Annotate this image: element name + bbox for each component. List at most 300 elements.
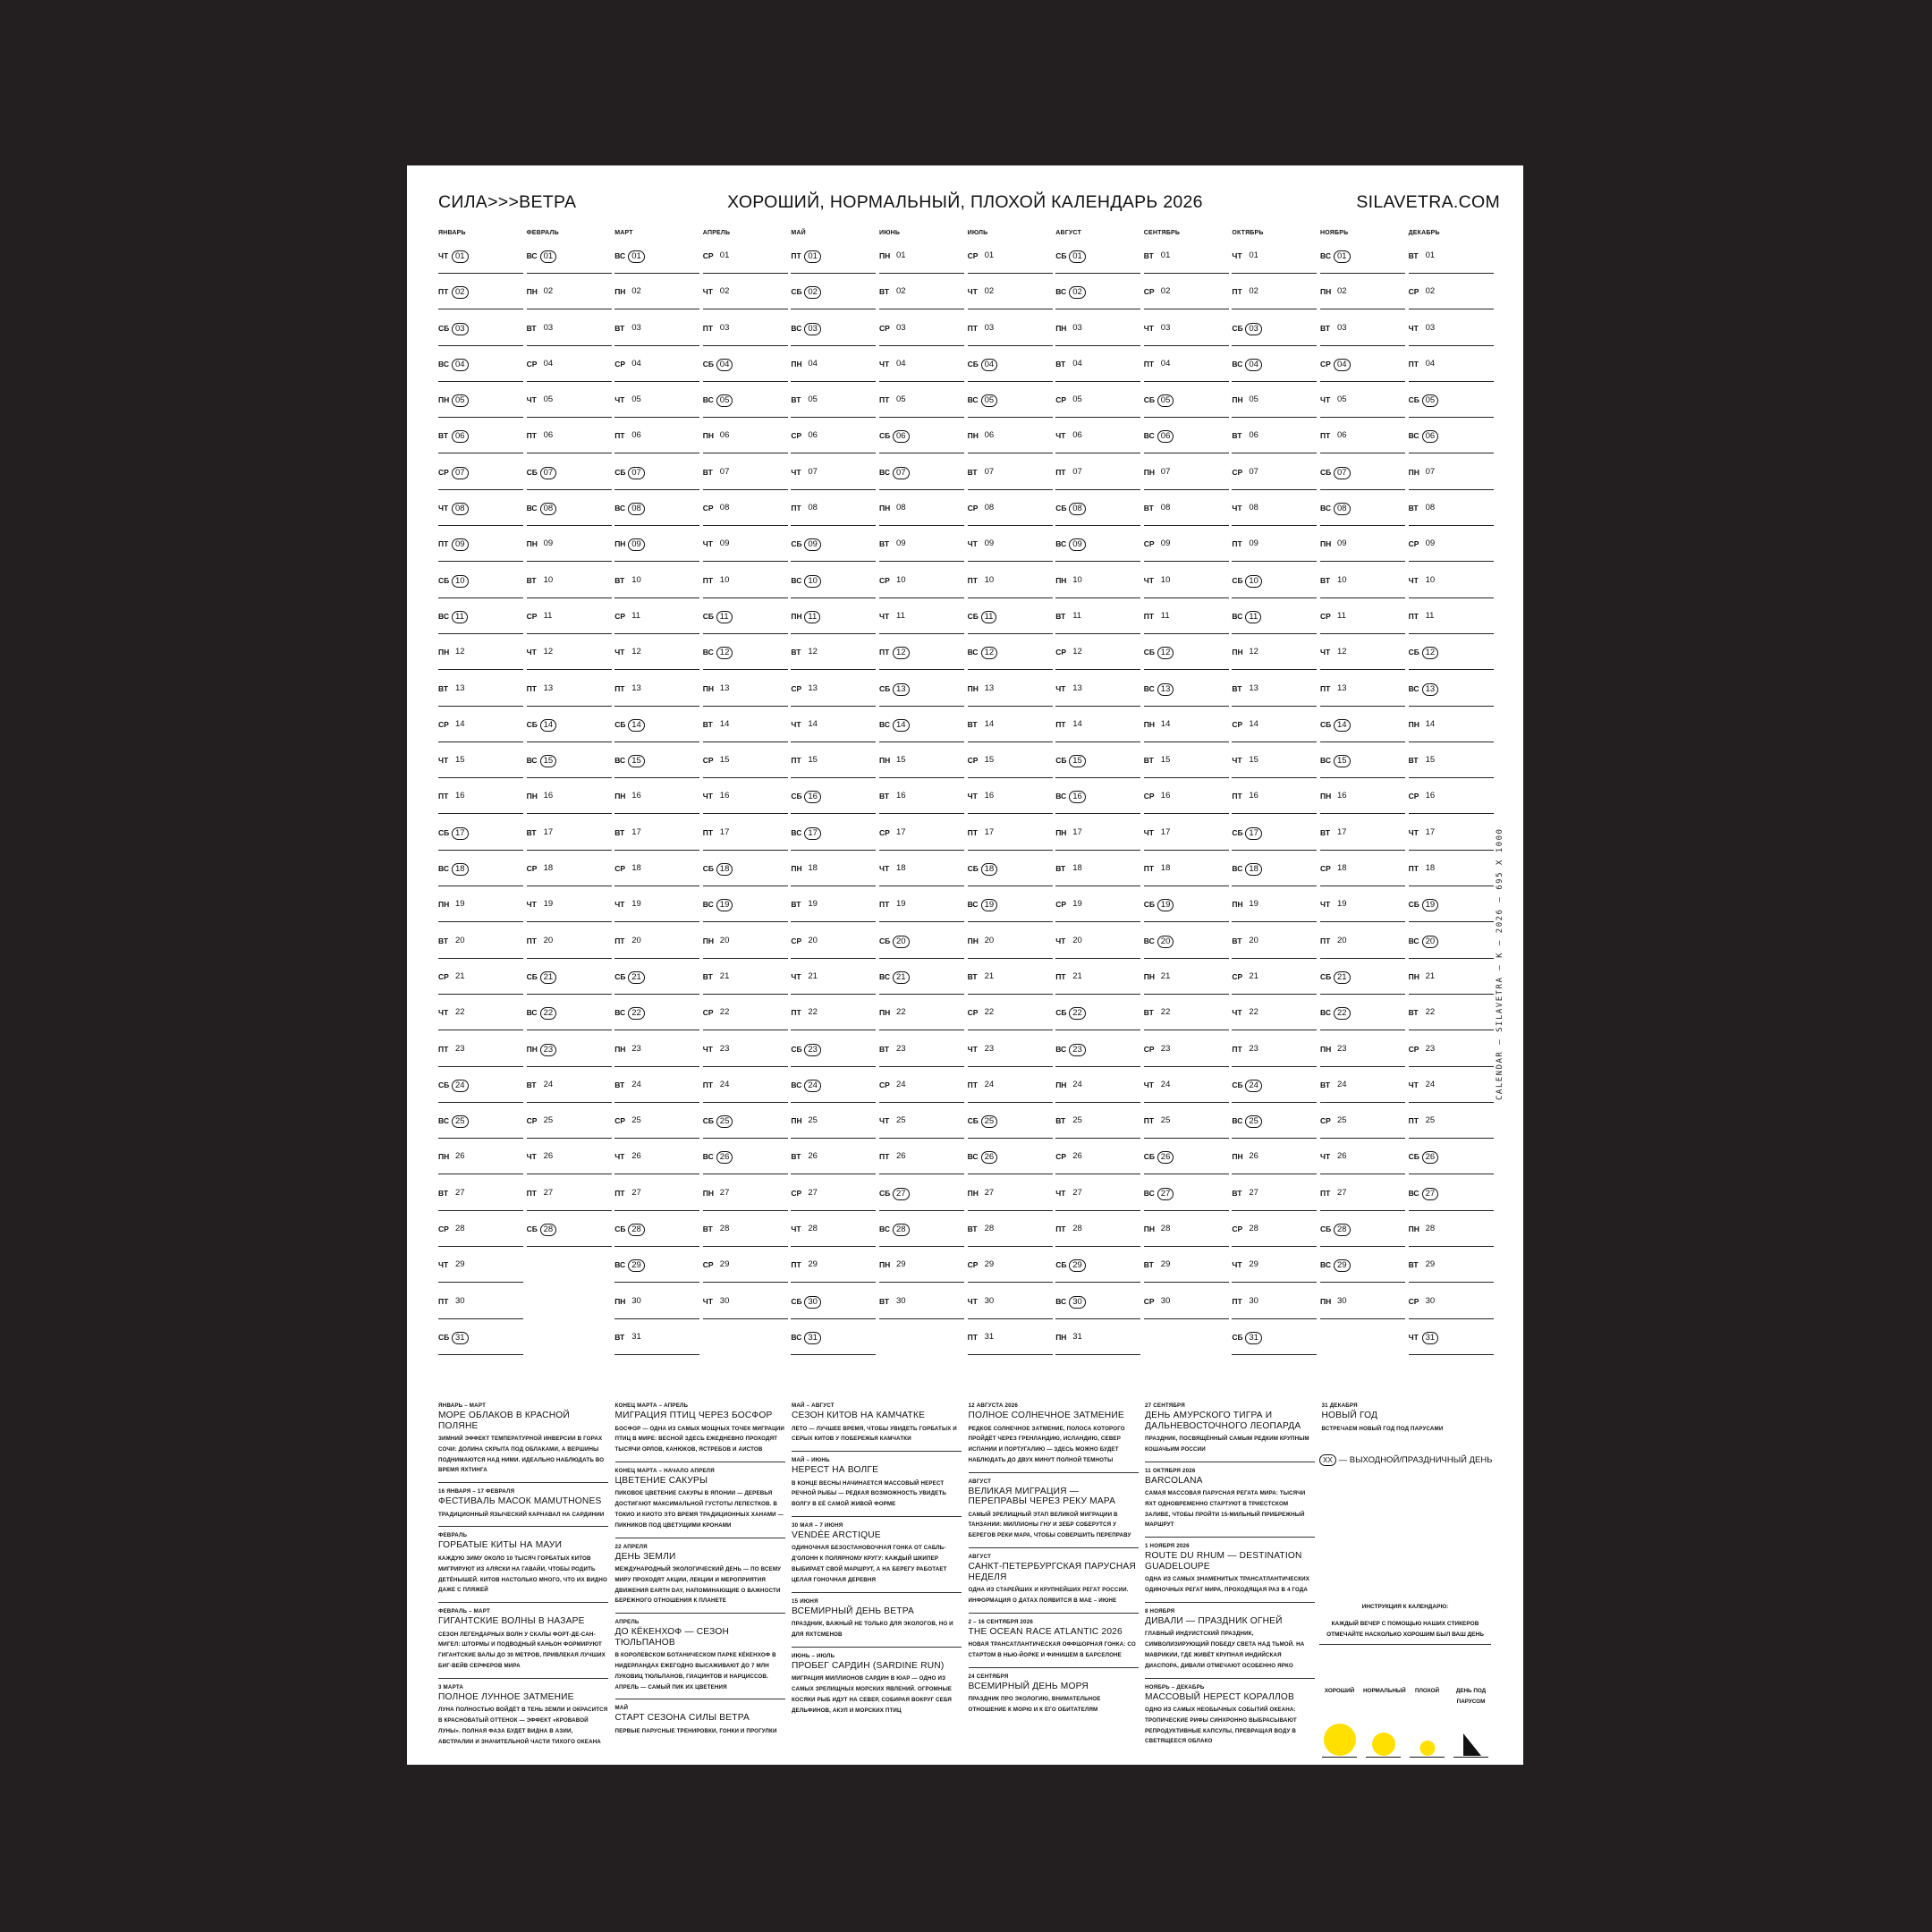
day-cell[interactable] [791, 786, 876, 822]
day-cell[interactable] [703, 426, 788, 462]
day-cell[interactable] [791, 390, 876, 426]
day-cell[interactable] [438, 534, 523, 570]
day-cell[interactable] [703, 859, 788, 894]
day-cell[interactable] [527, 1147, 612, 1182]
day-cell[interactable] [527, 967, 612, 1003]
day-cell[interactable] [438, 1183, 523, 1219]
day-cell[interactable] [527, 642, 612, 678]
day-cell[interactable] [614, 1003, 699, 1038]
day-cell[interactable] [1055, 931, 1140, 967]
day-cell[interactable] [1320, 246, 1405, 282]
day-cell[interactable] [703, 1003, 788, 1038]
day-cell[interactable] [1320, 571, 1405, 606]
day-cell[interactable] [1232, 859, 1317, 894]
day-cell[interactable] [1055, 534, 1140, 570]
day-cell[interactable] [614, 534, 699, 570]
day-cell[interactable] [1409, 679, 1494, 715]
day-cell[interactable] [1144, 1219, 1229, 1255]
day-cell[interactable] [968, 1147, 1053, 1182]
day-cell[interactable] [791, 534, 876, 570]
site-url[interactable]: SILAVETRA.COM [1356, 192, 1500, 212]
day-cell[interactable] [1320, 1219, 1405, 1255]
day-cell[interactable] [527, 571, 612, 606]
day-cell[interactable] [1055, 426, 1140, 462]
day-cell[interactable] [1232, 1327, 1317, 1363]
day-cell[interactable] [1055, 1219, 1140, 1255]
day-cell[interactable] [1144, 571, 1229, 606]
day-cell[interactable] [879, 354, 964, 390]
day-cell[interactable] [614, 246, 699, 282]
day-cell[interactable] [1409, 606, 1494, 642]
day-cell[interactable] [527, 823, 612, 859]
day-cell[interactable] [879, 1292, 964, 1327]
day-cell[interactable] [438, 571, 523, 606]
day-cell[interactable] [791, 354, 876, 390]
day-cell[interactable] [1144, 823, 1229, 859]
day-cell[interactable] [791, 426, 876, 462]
day-cell[interactable] [791, 462, 876, 498]
day-cell[interactable] [1232, 318, 1317, 354]
day-cell[interactable] [1144, 1039, 1229, 1075]
day-cell[interactable] [1232, 571, 1317, 606]
day-cell[interactable] [1144, 1147, 1229, 1182]
day-cell[interactable] [1055, 1327, 1140, 1363]
day-cell[interactable] [879, 1183, 964, 1219]
day-cell[interactable] [968, 534, 1053, 570]
day-cell[interactable] [968, 390, 1053, 426]
day-cell[interactable] [1055, 715, 1140, 750]
day-cell[interactable] [1232, 1075, 1317, 1111]
day-cell[interactable] [1320, 1183, 1405, 1219]
day-cell[interactable] [438, 246, 523, 282]
day-cell[interactable] [968, 1003, 1053, 1038]
day-cell[interactable] [1144, 967, 1229, 1003]
day-cell[interactable] [879, 642, 964, 678]
day-cell[interactable] [1409, 498, 1494, 534]
day-cell[interactable] [1320, 1111, 1405, 1147]
day-cell[interactable] [1409, 462, 1494, 498]
day-cell[interactable] [527, 1219, 612, 1255]
day-cell[interactable] [1232, 1183, 1317, 1219]
day-cell[interactable] [1320, 1039, 1405, 1075]
day-cell[interactable] [879, 1111, 964, 1147]
day-cell[interactable] [1055, 318, 1140, 354]
day-cell[interactable] [968, 571, 1053, 606]
day-cell[interactable] [438, 750, 523, 786]
day-cell[interactable] [1409, 859, 1494, 894]
day-cell[interactable] [703, 390, 788, 426]
day-cell[interactable] [438, 786, 523, 822]
day-cell[interactable] [438, 1039, 523, 1075]
day-cell[interactable] [614, 894, 699, 930]
day-cell[interactable] [614, 1219, 699, 1255]
day-cell[interactable] [1055, 462, 1140, 498]
day-cell[interactable] [1055, 967, 1140, 1003]
day-cell[interactable] [879, 894, 964, 930]
day-cell[interactable] [791, 750, 876, 786]
day-cell[interactable] [1409, 1292, 1494, 1327]
day-cell[interactable] [968, 1183, 1053, 1219]
day-cell[interactable] [879, 1003, 964, 1038]
day-cell[interactable] [438, 1111, 523, 1147]
day-cell[interactable] [614, 1183, 699, 1219]
day-cell[interactable] [614, 750, 699, 786]
day-cell[interactable] [879, 606, 964, 642]
day-cell[interactable] [1055, 786, 1140, 822]
day-cell[interactable] [438, 1147, 523, 1182]
day-cell[interactable] [703, 750, 788, 786]
day-cell[interactable] [527, 246, 612, 282]
day-cell[interactable] [527, 894, 612, 930]
day-cell[interactable] [1409, 1219, 1494, 1255]
day-cell[interactable] [879, 426, 964, 462]
day-cell[interactable] [791, 1183, 876, 1219]
day-cell[interactable] [527, 606, 612, 642]
day-cell[interactable] [1055, 1003, 1140, 1038]
day-cell[interactable] [703, 1111, 788, 1147]
day-cell[interactable] [968, 1111, 1053, 1147]
day-cell[interactable] [791, 318, 876, 354]
day-cell[interactable] [879, 282, 964, 318]
day-cell[interactable] [968, 859, 1053, 894]
day-cell[interactable] [968, 462, 1053, 498]
day-cell[interactable] [527, 1003, 612, 1038]
day-cell[interactable] [968, 786, 1053, 822]
day-cell[interactable] [791, 1327, 876, 1363]
day-cell[interactable] [527, 1039, 612, 1075]
day-cell[interactable] [791, 1075, 876, 1111]
day-cell[interactable] [527, 859, 612, 894]
day-cell[interactable] [1232, 642, 1317, 678]
day-cell[interactable] [1232, 786, 1317, 822]
day-cell[interactable] [791, 715, 876, 750]
day-cell[interactable] [791, 282, 876, 318]
day-cell[interactable] [614, 642, 699, 678]
day-cell[interactable] [879, 786, 964, 822]
day-cell[interactable] [1232, 1111, 1317, 1147]
day-cell[interactable] [438, 1219, 523, 1255]
day-cell[interactable] [968, 931, 1053, 967]
day-cell[interactable] [1232, 426, 1317, 462]
day-cell[interactable] [879, 246, 964, 282]
day-cell[interactable] [1409, 390, 1494, 426]
day-cell[interactable] [1320, 606, 1405, 642]
day-cell[interactable] [1409, 1111, 1494, 1147]
day-cell[interactable] [527, 498, 612, 534]
day-cell[interactable] [791, 894, 876, 930]
day-cell[interactable] [1055, 246, 1140, 282]
day-cell[interactable] [614, 1147, 699, 1182]
day-cell[interactable] [1320, 282, 1405, 318]
day-cell[interactable] [1055, 1147, 1140, 1182]
day-cell[interactable] [1232, 1147, 1317, 1182]
day-cell[interactable] [438, 859, 523, 894]
day-cell[interactable] [438, 354, 523, 390]
day-cell[interactable] [1409, 534, 1494, 570]
day-cell[interactable] [438, 1003, 523, 1038]
day-cell[interactable] [1144, 786, 1229, 822]
day-cell[interactable] [1055, 1292, 1140, 1327]
day-cell[interactable] [1320, 715, 1405, 750]
day-cell[interactable] [791, 679, 876, 715]
day-cell[interactable] [527, 750, 612, 786]
day-cell[interactable] [1055, 390, 1140, 426]
day-cell[interactable] [703, 318, 788, 354]
day-cell[interactable] [1055, 354, 1140, 390]
day-cell[interactable] [1144, 246, 1229, 282]
day-cell[interactable] [614, 823, 699, 859]
day-cell[interactable] [614, 859, 699, 894]
day-cell[interactable] [1320, 426, 1405, 462]
day-cell[interactable] [791, 642, 876, 678]
day-cell[interactable] [438, 1327, 523, 1363]
day-cell[interactable] [438, 606, 523, 642]
day-cell[interactable] [527, 715, 612, 750]
day-cell[interactable] [1409, 823, 1494, 859]
day-cell[interactable] [614, 498, 699, 534]
day-cell[interactable] [703, 642, 788, 678]
day-cell[interactable] [791, 1292, 876, 1327]
day-cell[interactable] [1055, 282, 1140, 318]
day-cell[interactable] [1232, 390, 1317, 426]
day-cell[interactable] [1409, 1147, 1494, 1182]
day-cell[interactable] [791, 931, 876, 967]
day-cell[interactable] [1320, 679, 1405, 715]
day-cell[interactable] [968, 715, 1053, 750]
day-cell[interactable] [968, 426, 1053, 462]
day-cell[interactable] [438, 823, 523, 859]
day-cell[interactable] [1320, 1003, 1405, 1038]
day-cell[interactable] [438, 462, 523, 498]
day-cell[interactable] [968, 679, 1053, 715]
day-cell[interactable] [1144, 1292, 1229, 1327]
day-cell[interactable] [1232, 606, 1317, 642]
day-cell[interactable] [1409, 1039, 1494, 1075]
day-cell[interactable] [438, 715, 523, 750]
day-cell[interactable] [1320, 859, 1405, 894]
day-cell[interactable] [968, 606, 1053, 642]
day-cell[interactable] [1055, 750, 1140, 786]
day-cell[interactable] [1232, 246, 1317, 282]
day-cell[interactable] [614, 462, 699, 498]
day-cell[interactable] [1232, 1219, 1317, 1255]
day-cell[interactable] [527, 1111, 612, 1147]
day-cell[interactable] [614, 1255, 699, 1291]
day-cell[interactable] [438, 1075, 523, 1111]
day-cell[interactable] [968, 967, 1053, 1003]
day-cell[interactable] [527, 1075, 612, 1111]
day-cell[interactable] [1409, 750, 1494, 786]
day-cell[interactable] [1320, 1255, 1405, 1291]
day-cell[interactable] [1232, 1292, 1317, 1327]
day-cell[interactable] [1055, 1255, 1140, 1291]
day-cell[interactable] [968, 823, 1053, 859]
day-cell[interactable] [703, 246, 788, 282]
day-cell[interactable] [1144, 318, 1229, 354]
day-cell[interactable] [1055, 642, 1140, 678]
day-cell[interactable] [968, 1039, 1053, 1075]
day-cell[interactable] [1320, 462, 1405, 498]
day-cell[interactable] [1320, 894, 1405, 930]
day-cell[interactable] [1144, 679, 1229, 715]
day-cell[interactable] [968, 642, 1053, 678]
day-cell[interactable] [1055, 1075, 1140, 1111]
day-cell[interactable] [614, 1111, 699, 1147]
day-cell[interactable] [703, 462, 788, 498]
day-cell[interactable] [1232, 823, 1317, 859]
day-cell[interactable] [703, 1292, 788, 1327]
day-cell[interactable] [703, 1039, 788, 1075]
day-cell[interactable] [703, 534, 788, 570]
day-cell[interactable] [527, 318, 612, 354]
day-cell[interactable] [1144, 750, 1229, 786]
day-cell[interactable] [879, 390, 964, 426]
day-cell[interactable] [614, 426, 699, 462]
day-cell[interactable] [703, 1075, 788, 1111]
day-cell[interactable] [1320, 1292, 1405, 1327]
day-cell[interactable] [1320, 390, 1405, 426]
day-cell[interactable] [438, 282, 523, 318]
day-cell[interactable] [1320, 931, 1405, 967]
day-cell[interactable] [527, 462, 612, 498]
day-cell[interactable] [968, 1075, 1053, 1111]
day-cell[interactable] [1144, 931, 1229, 967]
day-cell[interactable] [968, 498, 1053, 534]
day-cell[interactable] [1232, 534, 1317, 570]
day-cell[interactable] [1055, 571, 1140, 606]
day-cell[interactable] [1232, 1255, 1317, 1291]
day-cell[interactable] [1144, 354, 1229, 390]
day-cell[interactable] [438, 931, 523, 967]
day-cell[interactable] [968, 282, 1053, 318]
day-cell[interactable] [703, 715, 788, 750]
day-cell[interactable] [1320, 967, 1405, 1003]
day-cell[interactable] [791, 571, 876, 606]
day-cell[interactable] [703, 354, 788, 390]
day-cell[interactable] [527, 390, 612, 426]
day-cell[interactable] [1409, 967, 1494, 1003]
day-cell[interactable] [1144, 534, 1229, 570]
day-cell[interactable] [1320, 1147, 1405, 1182]
day-cell[interactable] [614, 931, 699, 967]
day-cell[interactable] [1409, 894, 1494, 930]
day-cell[interactable] [879, 498, 964, 534]
day-cell[interactable] [1409, 931, 1494, 967]
day-cell[interactable] [438, 390, 523, 426]
day-cell[interactable] [1320, 786, 1405, 822]
day-cell[interactable] [791, 1255, 876, 1291]
day-cell[interactable] [527, 534, 612, 570]
day-cell[interactable] [1144, 1183, 1229, 1219]
day-cell[interactable] [1409, 282, 1494, 318]
day-cell[interactable] [1320, 354, 1405, 390]
day-cell[interactable] [1320, 318, 1405, 354]
day-cell[interactable] [438, 679, 523, 715]
day-cell[interactable] [1055, 1039, 1140, 1075]
day-cell[interactable] [1144, 715, 1229, 750]
day-cell[interactable] [614, 715, 699, 750]
day-cell[interactable] [1232, 354, 1317, 390]
day-cell[interactable] [614, 282, 699, 318]
day-cell[interactable] [1144, 1003, 1229, 1038]
day-cell[interactable] [614, 1075, 699, 1111]
day-cell[interactable] [1055, 859, 1140, 894]
day-cell[interactable] [438, 498, 523, 534]
day-cell[interactable] [703, 282, 788, 318]
day-cell[interactable] [879, 1075, 964, 1111]
day-cell[interactable] [791, 498, 876, 534]
day-cell[interactable] [1232, 967, 1317, 1003]
day-cell[interactable] [614, 571, 699, 606]
day-cell[interactable] [438, 1292, 523, 1327]
day-cell[interactable] [1232, 715, 1317, 750]
day-cell[interactable] [438, 1255, 523, 1291]
day-cell[interactable] [1409, 318, 1494, 354]
day-cell[interactable] [438, 318, 523, 354]
day-cell[interactable] [1055, 679, 1140, 715]
day-cell[interactable] [879, 318, 964, 354]
day-cell[interactable] [791, 823, 876, 859]
day-cell[interactable] [1409, 786, 1494, 822]
day-cell[interactable] [1409, 715, 1494, 750]
day-cell[interactable] [968, 1292, 1053, 1327]
day-cell[interactable] [879, 750, 964, 786]
day-cell[interactable] [703, 679, 788, 715]
day-cell[interactable] [1144, 1255, 1229, 1291]
day-cell[interactable] [879, 967, 964, 1003]
day-cell[interactable] [1144, 642, 1229, 678]
day-cell[interactable] [614, 390, 699, 426]
day-cell[interactable] [1055, 1183, 1140, 1219]
day-cell[interactable] [527, 931, 612, 967]
day-cell[interactable] [879, 679, 964, 715]
day-cell[interactable] [1409, 1327, 1494, 1363]
day-cell[interactable] [527, 282, 612, 318]
day-cell[interactable] [791, 1111, 876, 1147]
day-cell[interactable] [614, 354, 699, 390]
day-cell[interactable] [527, 786, 612, 822]
day-cell[interactable] [879, 931, 964, 967]
day-cell[interactable] [1144, 426, 1229, 462]
day-cell[interactable] [703, 498, 788, 534]
day-cell[interactable] [791, 1219, 876, 1255]
day-cell[interactable] [1232, 679, 1317, 715]
day-cell[interactable] [791, 246, 876, 282]
day-cell[interactable] [1320, 498, 1405, 534]
day-cell[interactable] [1232, 1003, 1317, 1038]
day-cell[interactable] [1320, 642, 1405, 678]
day-cell[interactable] [968, 354, 1053, 390]
day-cell[interactable] [1055, 1111, 1140, 1147]
day-cell[interactable] [703, 606, 788, 642]
day-cell[interactable] [527, 679, 612, 715]
day-cell[interactable] [968, 894, 1053, 930]
day-cell[interactable] [1232, 750, 1317, 786]
day-cell[interactable] [879, 571, 964, 606]
day-cell[interactable] [1409, 642, 1494, 678]
day-cell[interactable] [614, 967, 699, 1003]
day-cell[interactable] [703, 967, 788, 1003]
day-cell[interactable] [879, 823, 964, 859]
day-cell[interactable] [703, 1183, 788, 1219]
day-cell[interactable] [1409, 246, 1494, 282]
day-cell[interactable] [438, 426, 523, 462]
day-cell[interactable] [879, 462, 964, 498]
day-cell[interactable] [1232, 282, 1317, 318]
day-cell[interactable] [968, 1255, 1053, 1291]
day-cell[interactable] [791, 606, 876, 642]
day-cell[interactable] [968, 318, 1053, 354]
